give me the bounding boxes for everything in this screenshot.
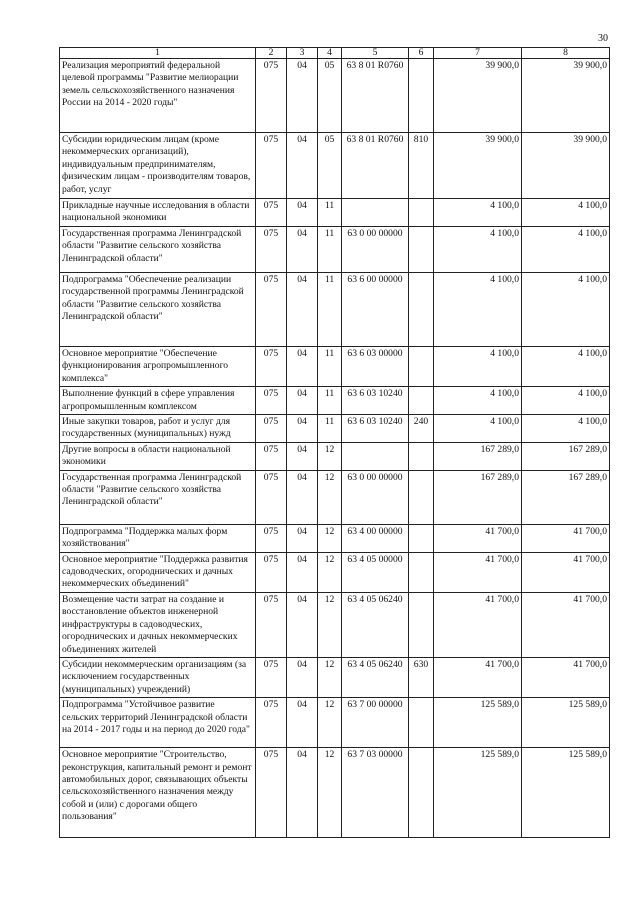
table-row	[60, 59, 610, 133]
cell-expense-type	[409, 227, 434, 273]
cell-expense-type	[409, 59, 434, 133]
table-row	[60, 524, 610, 552]
cell-section: 04	[287, 442, 318, 470]
cell-target-article: 63 4 00 00000	[342, 524, 409, 552]
row-name: Основное мероприятие "Обеспечение функционирования агропромышленного комплекса"	[60, 347, 256, 387]
cell-subsection: 12	[318, 748, 342, 838]
cell-section: 04	[287, 657, 318, 697]
cell-amount-col7: 39 900,0	[434, 133, 522, 199]
cell-amount-col7: 41 700,0	[434, 552, 522, 592]
column-header: 3	[287, 48, 318, 59]
cell-expense-type	[409, 273, 434, 347]
table-row	[60, 698, 610, 748]
cell-section: 04	[287, 698, 318, 748]
cell-amount-col8: 41 700,0	[522, 552, 610, 592]
cell-subsection: 11	[318, 199, 342, 227]
cell-amount-col8: 4 100,0	[522, 415, 610, 443]
cell-amount-col8: 4 100,0	[522, 227, 610, 273]
cell-ministry-code: 075	[256, 59, 287, 133]
cell-amount-col7: 4 100,0	[434, 415, 522, 443]
cell-target-article: 63 4 05 00000	[342, 552, 409, 592]
cell-target-article: 63 6 03 00000	[342, 347, 409, 387]
column-header: 4	[318, 48, 342, 59]
cell-amount-col8: 125 589,0	[522, 748, 610, 838]
table-row	[60, 657, 610, 697]
row-name: Реализация мероприятий федеральной целевой программы "Развитие мелиорации земель сельскохозяйственного назначения России на 2014 - 2020 годы"	[60, 59, 256, 133]
cell-section: 04	[287, 59, 318, 133]
table-row	[60, 415, 610, 443]
cell-amount-col8: 41 700,0	[522, 524, 610, 552]
table-row	[60, 133, 610, 199]
row-name: Субсидии некоммерческим организациям (за исключением государственных (муниципальных) учреждений)	[60, 657, 256, 697]
column-header: 7	[434, 48, 522, 59]
row-name: Подпрограмма "Обеспечение реализации государственной программы Ленинградской области "Развитие сельского хозяйства Ленинградской области"	[60, 273, 256, 347]
cell-amount-col7: 41 700,0	[434, 657, 522, 697]
page-number: 30	[598, 33, 608, 44]
cell-ministry-code: 075	[256, 592, 287, 657]
cell-target-article: 63 4 05 06240	[342, 592, 409, 657]
table-row	[60, 199, 610, 227]
cell-subsection: 12	[318, 470, 342, 524]
row-name: Государственная программа Ленинградской области "Развитие сельского хозяйства Ленинградской области"	[60, 470, 256, 524]
cell-section: 04	[287, 470, 318, 524]
column-header: 1	[60, 48, 256, 59]
row-name: Субсидии юридическим лицам (кроме некоммерческих организаций), индивидуальным предпринимателям, физическим лицам - производителям товаров, работ, услуг	[60, 133, 256, 199]
cell-ministry-code: 075	[256, 524, 287, 552]
cell-section: 04	[287, 227, 318, 273]
cell-ministry-code: 075	[256, 698, 287, 748]
cell-amount-col8: 4 100,0	[522, 347, 610, 387]
row-name: Государственная программа Ленинградской области "Развитие сельского хозяйства Ленинградской области"	[60, 227, 256, 273]
cell-expense-type	[409, 698, 434, 748]
cell-subsection: 12	[318, 657, 342, 697]
table-row	[60, 442, 610, 470]
cell-subsection: 11	[318, 415, 342, 443]
cell-ministry-code: 075	[256, 442, 287, 470]
cell-expense-type: 240	[409, 415, 434, 443]
cell-ministry-code: 075	[256, 470, 287, 524]
cell-amount-col7: 41 700,0	[434, 592, 522, 657]
cell-amount-col7: 41 700,0	[434, 524, 522, 552]
cell-target-article: 63 0 00 00000	[342, 470, 409, 524]
cell-section: 04	[287, 347, 318, 387]
cell-amount-col7: 167 289,0	[434, 470, 522, 524]
cell-ministry-code: 075	[256, 387, 287, 415]
cell-expense-type: 630	[409, 657, 434, 697]
cell-section: 04	[287, 133, 318, 199]
cell-section: 04	[287, 552, 318, 592]
cell-ministry-code: 075	[256, 347, 287, 387]
cell-amount-col8: 125 589,0	[522, 698, 610, 748]
cell-target-article: 63 6 00 00000	[342, 273, 409, 347]
cell-expense-type	[409, 199, 434, 227]
cell-expense-type	[409, 442, 434, 470]
cell-amount-col8: 39 900,0	[522, 133, 610, 199]
cell-ministry-code: 075	[256, 657, 287, 697]
cell-expense-type	[409, 748, 434, 838]
header-row	[60, 48, 610, 59]
cell-amount-col7: 4 100,0	[434, 347, 522, 387]
cell-section: 04	[287, 387, 318, 415]
cell-ministry-code: 075	[256, 748, 287, 838]
cell-amount-col8: 167 289,0	[522, 442, 610, 470]
row-name: Основное мероприятие "Поддержка развития садоводческих, огороднических и дачных некоммерческих объединений"	[60, 552, 256, 592]
table-row	[60, 592, 610, 657]
cell-target-article: 63 7 00 00000	[342, 698, 409, 748]
cell-subsection: 05	[318, 133, 342, 199]
cell-subsection: 12	[318, 552, 342, 592]
cell-expense-type	[409, 552, 434, 592]
cell-amount-col7: 125 589,0	[434, 748, 522, 838]
cell-subsection: 12	[318, 442, 342, 470]
cell-ministry-code: 075	[256, 133, 287, 199]
cell-subsection: 12	[318, 592, 342, 657]
table-row	[60, 387, 610, 415]
cell-amount-col8: 39 900,0	[522, 59, 610, 133]
cell-amount-col7: 4 100,0	[434, 273, 522, 347]
table-row	[60, 227, 610, 273]
cell-section: 04	[287, 592, 318, 657]
cell-amount-col8: 167 289,0	[522, 470, 610, 524]
cell-amount-col7: 4 100,0	[434, 387, 522, 415]
row-name: Выполнение функций в сфере управления агропромышленным комплексом	[60, 387, 256, 415]
cell-ministry-code: 075	[256, 227, 287, 273]
cell-target-article: 63 8 01 R0760	[342, 133, 409, 199]
table-row	[60, 470, 610, 524]
cell-target-article: 63 8 01 R0760	[342, 59, 409, 133]
table-row	[60, 748, 610, 838]
cell-subsection: 12	[318, 524, 342, 552]
cell-section: 04	[287, 199, 318, 227]
cell-section: 04	[287, 415, 318, 443]
row-name: Прикладные научные исследования в области национальной экономики	[60, 199, 256, 227]
row-name: Другие вопросы в области национальной экономики	[60, 442, 256, 470]
cell-subsection: 11	[318, 347, 342, 387]
cell-ministry-code: 075	[256, 199, 287, 227]
column-header: 2	[256, 48, 287, 59]
row-name: Иные закупки товаров, работ и услуг для государственных (муниципальных) нужд	[60, 415, 256, 443]
cell-amount-col8: 41 700,0	[522, 657, 610, 697]
cell-target-article: 63 7 03 00000	[342, 748, 409, 838]
cell-target-article: 63 0 00 00000	[342, 227, 409, 273]
cell-expense-type	[409, 524, 434, 552]
cell-section: 04	[287, 524, 318, 552]
cell-target-article	[342, 442, 409, 470]
cell-ministry-code: 075	[256, 273, 287, 347]
cell-amount-col8: 4 100,0	[522, 273, 610, 347]
table-row	[60, 273, 610, 347]
column-header: 5	[342, 48, 409, 59]
cell-ministry-code: 075	[256, 552, 287, 592]
cell-amount-col8: 41 700,0	[522, 592, 610, 657]
cell-amount-col8: 4 100,0	[522, 199, 610, 227]
cell-subsection: 11	[318, 387, 342, 415]
table-row	[60, 552, 610, 592]
cell-subsection: 11	[318, 273, 342, 347]
row-name: Основное мероприятие "Строительство, реконструкция, капитальный ремонт и ремонт автомобильных дорог, связывающих объекты сельскохозяйственного назначения между собой и (или) с дорогами общего пользования"	[60, 748, 256, 838]
column-header: 8	[522, 48, 610, 59]
row-name: Возмещение части затрат на создание и восстановление объектов инженерной инфраструктуры в садоводческих, огороднических и дачных некоммерческих объединениях жителей	[60, 592, 256, 657]
cell-amount-col7: 4 100,0	[434, 199, 522, 227]
cell-ministry-code: 075	[256, 415, 287, 443]
cell-subsection: 11	[318, 227, 342, 273]
cell-amount-col7: 39 900,0	[434, 59, 522, 133]
cell-expense-type: 810	[409, 133, 434, 199]
cell-amount-col7: 167 289,0	[434, 442, 522, 470]
cell-amount-col8: 4 100,0	[522, 387, 610, 415]
row-name: Подпрограмма "Устойчивое развитие сельских территорий Ленинградской области на 2014 - 2017 годы и на период до 2020 года"	[60, 698, 256, 748]
cell-expense-type	[409, 592, 434, 657]
cell-target-article	[342, 199, 409, 227]
cell-target-article: 63 6 03 10240	[342, 415, 409, 443]
cell-subsection: 05	[318, 59, 342, 133]
cell-section: 04	[287, 273, 318, 347]
cell-expense-type	[409, 470, 434, 524]
column-header: 6	[409, 48, 434, 59]
table-body	[60, 59, 610, 838]
budget-table	[59, 47, 610, 838]
cell-section: 04	[287, 748, 318, 838]
cell-subsection: 12	[318, 698, 342, 748]
cell-expense-type	[409, 387, 434, 415]
cell-amount-col7: 125 589,0	[434, 698, 522, 748]
table-row	[60, 347, 610, 387]
cell-target-article: 63 4 05 06240	[342, 657, 409, 697]
cell-target-article: 63 6 03 10240	[342, 387, 409, 415]
cell-expense-type	[409, 347, 434, 387]
row-name: Подпрограмма "Поддержка малых форм хозяйствования"	[60, 524, 256, 552]
cell-amount-col7: 4 100,0	[434, 227, 522, 273]
